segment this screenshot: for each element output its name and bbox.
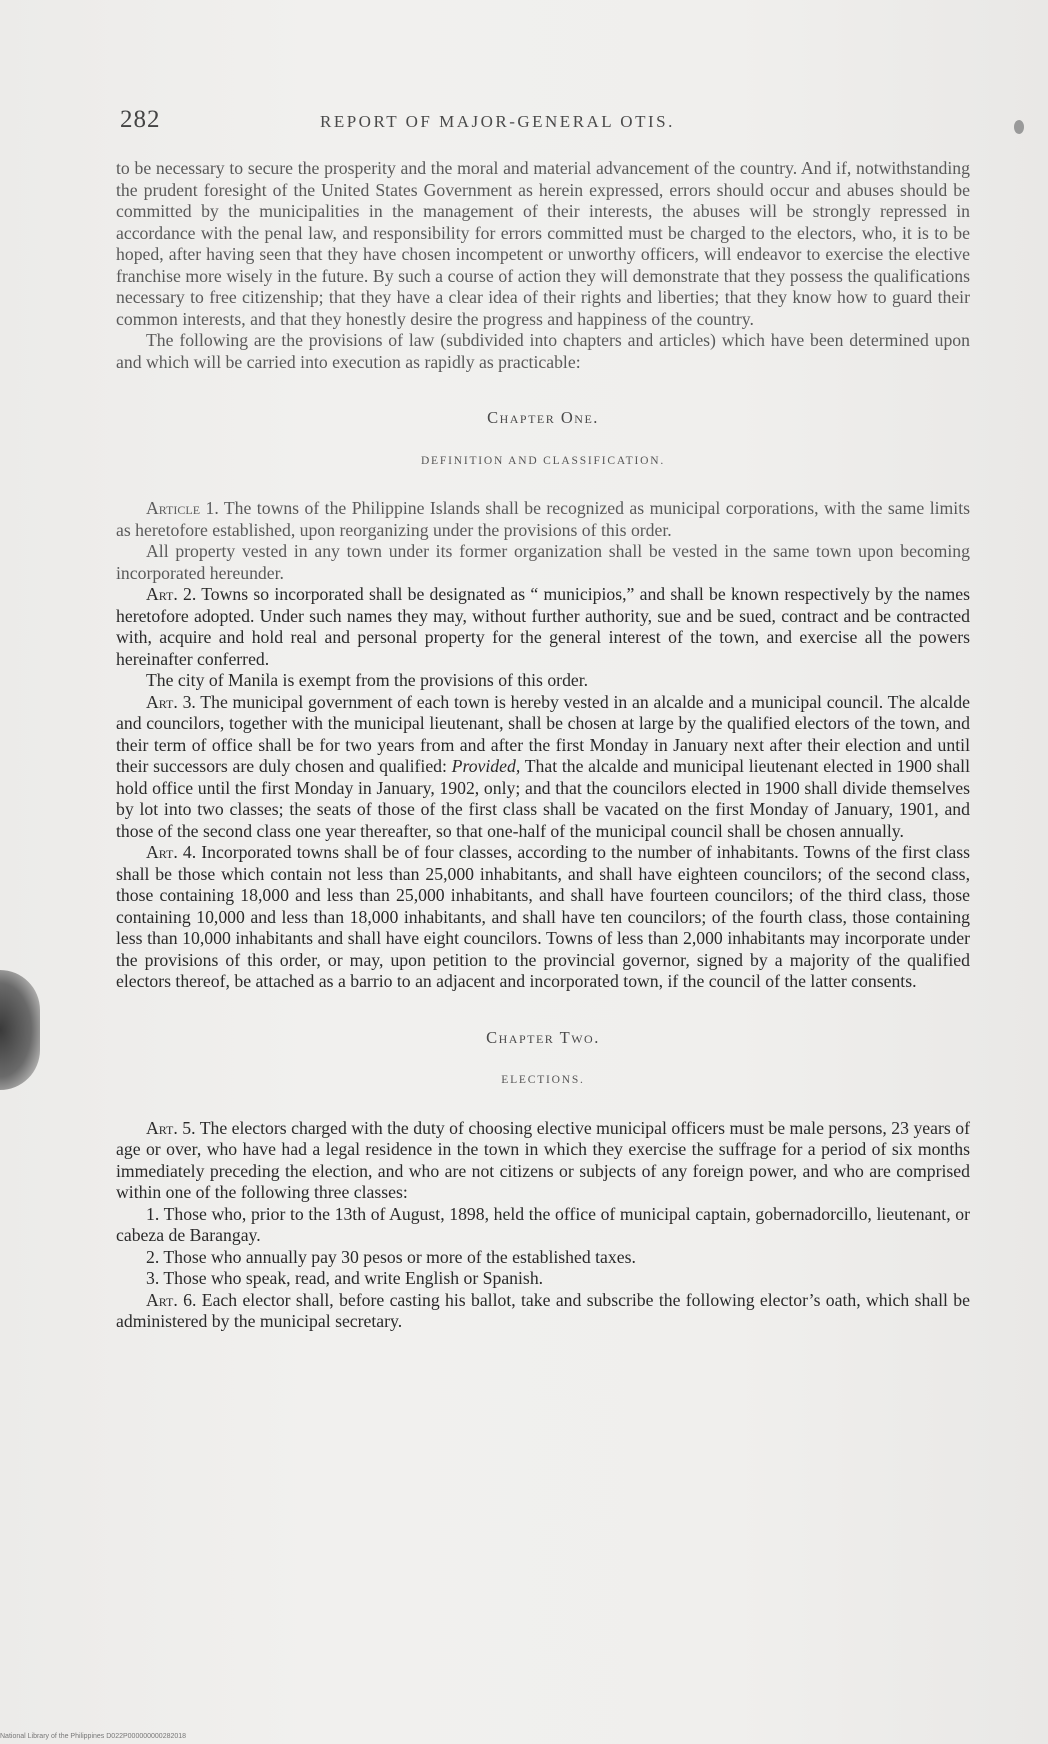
running-title: REPORT OF MAJOR-GENERAL OTIS. [320, 112, 675, 131]
article-3-proviso: That the alcalde and municipal lieutenant elected in 1900 shall hold office until the first Monday in January, 1902, only; and that the councilors elected in 1900 shall divide themselves by lot into two classes; the seats of those of the first class shall be vacated on the first Monday of January, 1901, and those of the second class one year thereafter, so that one-half of the municipal council shall be chosen annually. [116, 756, 970, 841]
article-3 [116, 692, 970, 843]
page-body [116, 158, 970, 1333]
article-2-manila: The city of Manila is exempt from the provisions of this order. [146, 670, 589, 690]
intro-paragraph-1: to be necessary to secure the prosperity and the moral and material advancement of the country. And if, notwithstanding the prudent foresight of the United States Government as herein expressed, errors should occur and abuses should be committed by the municipalities in the management of their interests, the abuses will be strongly repressed in accordance with the penal law, and responsibility for errors committed must be charged to the electors, who, it is to be hoped, after having seen that they have chosen incompetent or unworthy officers, will endeavor to exercise the elective franchise more wisely in the future. By such a course of action they will demonstrate that they possess the qualifications necessary to free citizenship; that they have a clear idea of their rights and liberties; that they know how to guard their common interests, and that they honestly desire the progress and happiness of the country. [116, 158, 970, 329]
article-5 [116, 1118, 970, 1204]
scan-footer [0, 1733, 186, 1740]
article-6-text: Each elector shall, before casting his ballot, take and subscribe the following elector’s oath, which shall be administered by the municipal secretary. [116, 1289, 971, 1331]
article-1-text: The towns of the Philippine Islands shall be recognized as municipal corporations, with the same limits as heretofore established, upon reorganizing under the provisions of this order. [116, 498, 970, 540]
article-2 [116, 584, 970, 670]
article-4 [116, 842, 970, 993]
article-5-item-3: 3. Those who speak, read, and write English or Spanish. [146, 1268, 544, 1288]
chapter-two-title: Chapter Two. [486, 1027, 600, 1047]
article-2-text: Towns so incorporated shall be designated as “ municipios,” and shall be known respectively by the names heretofore adopted. Under such names they may, without further authority, sue and be sued, contract and be contracted with, acquire and hold real and personal property for the general interest of the town, and exercise all the powers hereinafter conferred. [116, 584, 970, 669]
page-header [120, 106, 970, 136]
article-4-label: Art. 4. [146, 842, 197, 862]
page-speck [1014, 120, 1024, 134]
article-6-label: Art. 6. [146, 1289, 197, 1310]
page-number: 282 [120, 106, 161, 133]
article-1 [116, 498, 970, 541]
chapter-one-subtitle: DEFINITION AND CLASSIFICATION. [420, 454, 666, 467]
article-1-label: Article 1. [146, 498, 219, 518]
intro-paragraph-2: The following are the provisions of law (subdivided into chapters and articles) which have been determined upon and which will be carried into execution as rapidly as practicable: [116, 330, 970, 372]
chapter-one-title: Chapter One. [487, 408, 599, 427]
article-2-label: Art. 2. [146, 584, 197, 604]
article-1-property: All property vested in any town under its former organization shall be vested in the same town upon becoming incorporated hereunder. [116, 541, 970, 583]
article-5-item-2: 2. Those who annually pay 30 pesos or more of the established taxes. [146, 1246, 636, 1267]
article-3-label: Art. 3. [146, 691, 196, 712]
article-5-item-1: 1. Those who, prior to the 13th of August, 1898, held the office of municipal captain, gobernadorcillo, lieutenant, or cabeza de Barangay. [116, 1203, 970, 1245]
article-4-text: Incorporated towns shall be of four classes, according to the number of inhabitants. Towns of the first class shall be those which contain not less than 25,000 inhabitants, and shall have eighteen councilors; of the second class, those containing 18,000 and less than 25,000 inhabitants, and shall have fourteen councilors; of the third class, those containing 10,000 and less than 18,000 inhabitants, and shall have ten councilors; of the fourth class, those containing less than 10,000 inhabitants and shall have eight councilors. Towns of less than 2,000 inhabitants may incorporate under the provisions of this order, or may, upon petition to the provincial governor, signed by a majority of the qualified electors thereof, be attached as a barrio to an adjacent and incorporated town, if the council of the latter consents. [116, 842, 970, 991]
chapter-two-subtitle: ELECTIONS. [501, 1074, 585, 1086]
article-3-text: The municipal government of each town is hereby vested in an alcalde and a municipal council. The alcalde and councilors, together with the municipal lieutenant, shall be chosen at large by the qualified electors of the town, and their term of office shall be for two years from and after the first Monday in January next after their election and until their successors are duly chosen and qualified: [116, 691, 970, 776]
binding-shadow [0, 970, 40, 1090]
library-label: National Library of the Philippines [0, 1733, 105, 1740]
article-5-text: The electors charged with the duty of choosing elective municipal officers must be male persons, 23 years of age or over, who have had a legal residence in the town in which they exercise the suffrage for a period of six months immediately preceding the election, and who are not citizens or subjects of any foreign power, and who are comprised within one of the following three classes: [116, 1117, 970, 1202]
scan-id: D022P000000000282018 [106, 1733, 187, 1740]
article-3-provided: Provided, [451, 756, 521, 776]
article-6 [116, 1290, 970, 1333]
article-5-label: Art. 5. [146, 1117, 196, 1138]
